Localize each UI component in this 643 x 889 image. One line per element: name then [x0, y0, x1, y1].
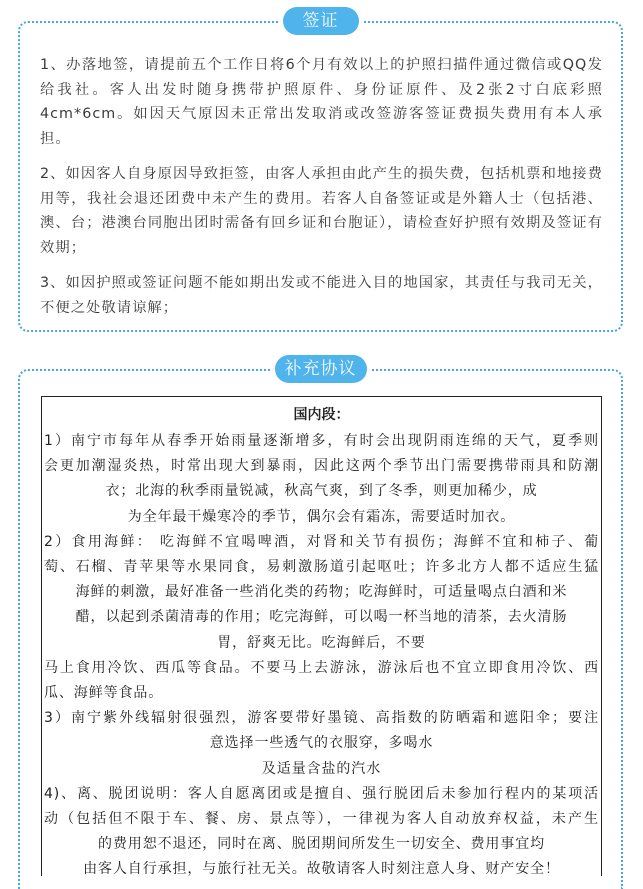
- supplement-title-badge: 补充协议: [275, 355, 367, 383]
- visa-paragraph-1: 1、办落地签，请提前五个工作日将6个月有效以上的护照扫描件通过微信或QQ发给我社。客人出发时随身携带护照原件、身份证原件、及2张2寸白底彩照4cm*6cm。如因天气原因未正常出发取消或改签游客签证费损失费用有本人承担。: [40, 57, 603, 147]
- supplement-table: [41, 396, 602, 876]
- supplement-line: 3）南宁紫外线辐射很强烈，游客要带好墨镜、高指数的防晒霜和遮阳伞；要注: [44, 710, 599, 727]
- supplement-line: 1）南宁市每年从春季开始雨量逐渐增多，有时会出现阴雨连绵的天气，夏季则: [44, 433, 599, 449]
- supplement-line: 胃，舒爽无比。吃海鲜后，不要: [217, 634, 426, 651]
- domestic-heading: 国内段：: [293, 407, 350, 423]
- supplement-line: 及适量含盐的汽水: [261, 760, 382, 777]
- supplement-section: [18, 359, 623, 889]
- visa-paragraph-3: 3、如因护照或签证问题不能如期出发或不能进入目的地国家，其责任与我司无关，不便之处敬请谅解；: [40, 275, 603, 316]
- supplement-line: 动（包括但不限于车、餐、房、景点等），一律视为客人自动放弃权益，未产生: [44, 811, 599, 828]
- supplement-line: 由客人自行承担，与旅行社无关。故敬请客人时刻注意人身、财产安全！: [83, 861, 560, 878]
- supplement-line: 2）食用海鲜： 吃海鲜不宜喝啤酒，对肾和关节有损伤；海鲜不宜和柿子、葡: [44, 533, 599, 550]
- supplement-line: 为全年最干燥寒冷的季节，偶尔会有霜冻，需要适时加衣。: [127, 508, 516, 525]
- supplement-line: 海鲜的刺激，最好准备一些消化类的药物；吃海鲜时，可适量喝点白酒和米: [75, 584, 568, 601]
- supplement-line: 马上食用冷饮、西瓜等食品。不要马上去游泳，游泳后也不宜立即食用冷饮、西: [44, 659, 599, 676]
- supplement-line: 的费用恕不退还，同时在离、脱团期间所发生一切安全、费用事宜均: [98, 836, 545, 853]
- visa-title-badge: 签证: [283, 7, 359, 35]
- visa-body: [40, 53, 603, 331]
- supplement-line: 醋，以起到杀菌清毒的作用；吃完海鲜，可以喝一杯当地的清茶，去火清肠: [75, 609, 568, 626]
- supplement-line: 瓜、海鲜等食品。: [44, 685, 164, 702]
- supplement-line: 会更加潮湿炎热，时常出现大到暴雨，因此这两个季节出门需要携带雨具和防潮: [44, 458, 599, 475]
- supplement-line: 萄、石榴、青苹果等水果同食，易刺激肠道引起呕吐；许多北方人都不适应生猛: [44, 559, 599, 576]
- supplement-line: 意选择一些透气的衣服穿，多喝水: [209, 735, 434, 752]
- visa-section: [18, 11, 623, 332]
- supplement-line: 衣；北海的秋季雨量锐减，秋高气爽，到了冬季，则更加稀少，成: [105, 483, 538, 500]
- supplement-line: 4)、离、脱团说明：客人自愿离团或是擅自、强行脱团后未参加行程内的某项活: [44, 785, 599, 802]
- visa-paragraph-2: 2、如因客人自身原因导致拒签，由客人承担由此产生的损失费，包括机票和地接费用等，我社会退还团费中未产生的费用。若客人自备签证或是外籍人士（包括港、澳、台；港澳台同胞出团时需备有回乡证和台胞证），请检查好护照有效期及签证有效期；: [40, 166, 603, 256]
